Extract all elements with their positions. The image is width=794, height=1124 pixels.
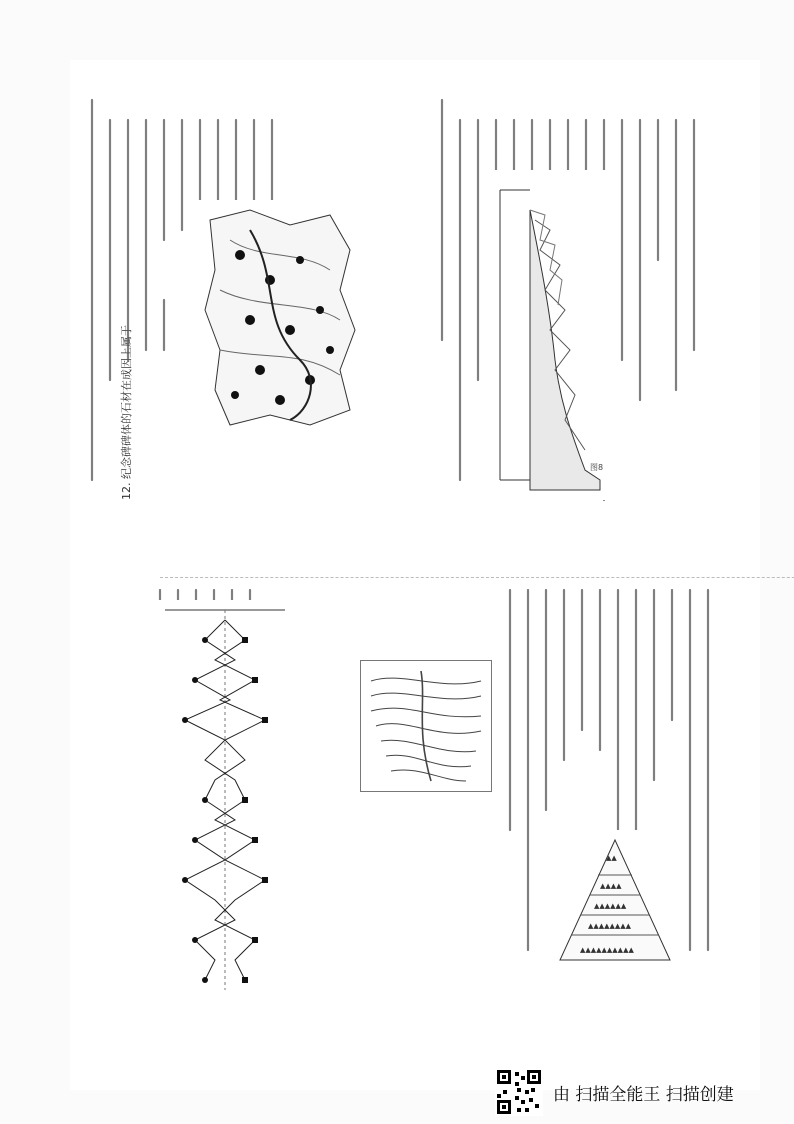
svg-text:▲▲: ▲▲ [606,854,617,862]
figure-12-railway-chart [145,600,305,1000]
figure-8-cross-section [490,170,620,500]
cross-section-label: 图8 [590,463,604,472]
left-page-text-lines [70,60,760,520]
q12-text: 12. 纪念碑碑体的石材在成因上属于 [120,325,133,500]
railway-chart-drawing [145,600,305,1000]
map-drawing [190,200,360,435]
scanner-brand-text: 由 扫描全能王 扫描创建 [553,1085,734,1105]
figure-10-vegetation-pyramid [550,830,680,970]
exam-sheet [70,60,760,1090]
svg-text:▲▲▲▲▲▲: ▲▲▲▲▲▲ [594,902,627,910]
svg-text:▲▲▲▲▲▲▲▲▲▲: ▲▲▲▲▲▲▲▲▲▲ [580,946,634,954]
scanner-watermark [495,1068,785,1116]
pyramid-drawing [550,830,680,970]
cross-section-drawing [490,170,620,500]
svg-text:▲▲▲▲▲▲▲▲: ▲▲▲▲▲▲▲▲ [588,922,632,930]
svg-text:▲▲▲▲: ▲▲▲▲ [600,882,622,890]
contour-drawing [361,661,491,791]
figure-9-map [190,200,360,435]
qr-code-icon [495,1068,543,1116]
figure-11-contour-map [360,660,492,792]
